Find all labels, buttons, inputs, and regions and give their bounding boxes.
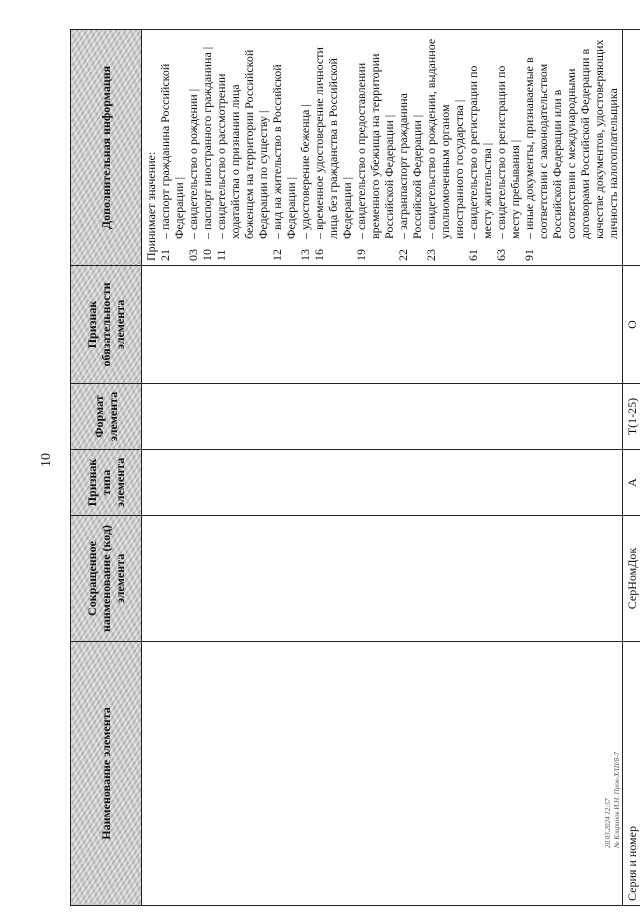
value-code: 61 xyxy=(466,249,480,261)
value-code: 21 xyxy=(158,249,172,261)
list-item xyxy=(494,34,522,261)
list-item xyxy=(396,34,424,261)
header-element-code: Сокращенное наименование (код) элемента xyxy=(71,516,142,642)
list-item xyxy=(424,34,466,261)
value-code: 12 xyxy=(270,249,284,261)
element-spec-table xyxy=(70,29,640,906)
page-number: 10 xyxy=(39,453,54,467)
list-item xyxy=(354,34,396,261)
value-text: – вид на жительство в Российской Федерации | xyxy=(270,64,298,239)
header-additional-info: Дополнительная информация xyxy=(71,30,142,266)
value-text: – иные документы, признаваемые в соответствии с законодательством Российской Федерации или в соответствии с международными договорами Российской Федерации в качестве документов, удостоверяющих личность налогоплательщика xyxy=(522,39,620,239)
cell-code: СерНомДок xyxy=(623,516,640,642)
header-element-required: Признак обязательности элемента xyxy=(71,266,142,384)
value-text: – паспорт иностранного гражданина | xyxy=(200,46,214,239)
value-text: – свидетельство о предоставлении временного убежища на территории Российской Федерации | xyxy=(354,53,396,239)
document-type-values xyxy=(158,34,620,261)
value-text: – загранпаспорт гражданина Российской Федерации | xyxy=(396,93,424,239)
cell-type xyxy=(142,450,623,516)
value-code: 91 xyxy=(522,249,536,261)
header-element-type: Признак типа элемента xyxy=(71,450,142,516)
value-code: 16 xyxy=(312,249,326,261)
value-text: – свидетельство о регистрации по месту пребывания | xyxy=(494,65,522,239)
cell-required: О xyxy=(623,266,640,384)
value-text: – свидетельство о рождении, выданное уполномоченным органом иностранного государства | xyxy=(424,38,466,239)
value-text: – свидетельство о регистрации по месту жительства | xyxy=(466,65,494,239)
value-code: 03 xyxy=(186,249,200,261)
list-item xyxy=(466,34,494,261)
cell-additional-info xyxy=(623,30,640,266)
value-code: 63 xyxy=(494,249,508,261)
cell-name: Серия и номер xyxy=(623,642,640,906)
list-item xyxy=(312,34,354,261)
scan-stamp-line-2: № Клиринов И.Н. Пров-Х/Ш/8-7 xyxy=(613,752,621,848)
value-text: – свидетельство о рождении | xyxy=(186,88,200,239)
value-code: 22 xyxy=(396,249,410,261)
list-item xyxy=(214,34,270,261)
values-intro: Принимает значение: xyxy=(144,151,158,261)
cell-format xyxy=(142,384,623,450)
value-text: – временное удостоверение личности лица без гражданства в Российской Федерации | xyxy=(312,47,354,239)
cell-type: А xyxy=(623,450,640,516)
scan-stamp-line-1: 20.03.2024 12:57 xyxy=(604,798,612,848)
value-code: 11 xyxy=(214,249,228,261)
value-code: 13 xyxy=(298,249,312,261)
cell-code xyxy=(142,516,623,642)
header-element-name: Наименование элемента xyxy=(71,642,142,906)
value-text: – паспорт гражданина Российской Федерации | xyxy=(158,63,186,239)
header-element-format: Формат элемента xyxy=(71,384,142,450)
value-code: 19 xyxy=(354,249,368,261)
value-text: – удостоверение беженца | xyxy=(298,104,312,239)
list-item xyxy=(158,34,186,261)
list-item xyxy=(186,34,200,261)
cell-format: T(1-25) xyxy=(623,384,640,450)
cell-additional-info xyxy=(142,30,623,266)
list-item xyxy=(298,34,312,261)
list-item xyxy=(270,34,298,261)
table-row xyxy=(142,30,623,906)
list-item xyxy=(200,34,214,261)
list-item xyxy=(522,34,620,261)
value-code: 23 xyxy=(424,249,438,261)
cell-required xyxy=(142,266,623,384)
table-row xyxy=(623,30,640,906)
value-code: 10 xyxy=(200,249,214,261)
value-text: – свидетельство о рассмотрении ходатайства о признании лица беженцем на территории Российской Федерации по существу | xyxy=(214,49,270,239)
table-header-row xyxy=(71,30,142,906)
cell-name xyxy=(142,642,623,906)
